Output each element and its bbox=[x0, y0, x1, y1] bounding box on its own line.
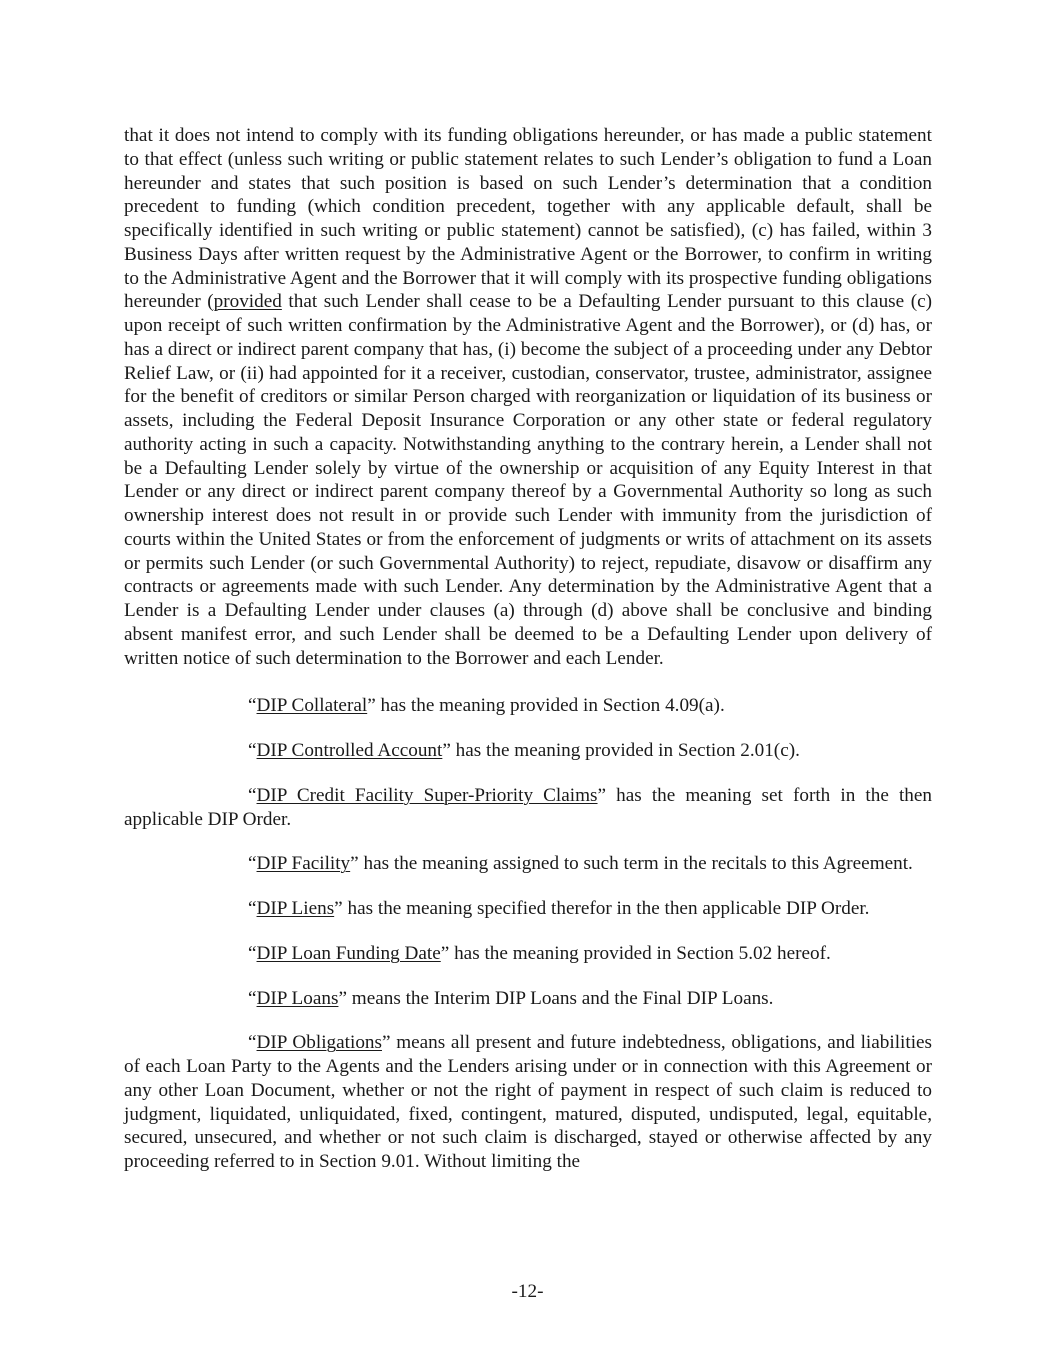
close-quote: ” bbox=[367, 695, 376, 717]
open-quote: “ bbox=[248, 942, 257, 964]
defined-term: DIP Facility bbox=[256, 853, 351, 875]
definition-text: has the meaning set forth in the then applicable DIP Order. bbox=[124, 784, 932, 830]
definition-text: has the meaning provided in Section 4.09(a). bbox=[375, 695, 725, 717]
document-page bbox=[124, 124, 932, 1174]
open-quote: “ bbox=[248, 987, 257, 1009]
definition-text: has the meaning provided in Section 2.01(c). bbox=[450, 740, 800, 761]
open-quote: “ bbox=[248, 695, 257, 717]
defaulting-lender-continuation-paragraph bbox=[124, 124, 932, 670]
close-quote: ” bbox=[440, 942, 450, 964]
definition-dip-loans bbox=[124, 987, 932, 1011]
definition-dip-loan-funding-date bbox=[124, 942, 932, 966]
open-quote: “ bbox=[248, 740, 257, 761]
definition-text: has the meaning specified therefor in the then applicable DIP Order. bbox=[342, 898, 870, 919]
paragraph-text: that such Lender shall cease to be a Defaulting Lender pursuant to this clause (c) upon receipt of such written confirmation by the Administrative Agent and the Borrower), or (d) has, or has a direct or indirect parent company that has, (i) become the subject of a proceeding under any Debtor Relief Law, or (ii) had appointed for it a receiver, custodian, conservator, trustee, administrator, assignee for the benefit of creditors or similar Person charged with reorganization or liquidation of its business or assets, including the Federal Deposit Insurance Corporation or any other state or federal regulatory authority acting in such a capacity. Notwithstanding anything to the contrary herein, a Lender shall not be a Defaulting Lender solely by virtue of the ownership or acquisition of any Equity Interest in that Lender or any direct or indirect parent company thereof by a Governmental Authority so long as such ownership interest does not result in or provide such Lender with immunity from the jurisdiction of courts within the United States or from the enforcement of judgments or writs of attachment on its assets or permits such Lender (or such Governmental Authority) to reject, repudiate, disavow or disaffirm any contracts or agreements made with such Lender. Any determination by the Administrative Agent that a Lender is a Defaulting Lender under clauses (a) through (d) above shall be conclusive and binding absent manifest error, and such Lender shall be deemed to be a Defaulting Lender upon delivery of written notice of such determination to the Borrower and each Lender. bbox=[124, 291, 932, 669]
definition-dip-collateral bbox=[124, 694, 932, 718]
definition-text: has the meaning provided in Section 5.02 hereof. bbox=[449, 942, 831, 964]
defined-term: DIP Liens bbox=[256, 898, 335, 919]
definition-text: means the Interim DIP Loans and the Final DIP Loans. bbox=[346, 987, 774, 1009]
defined-term: DIP Collateral bbox=[256, 695, 368, 717]
close-quote: ” bbox=[381, 1032, 391, 1054]
defined-term: DIP Controlled Account bbox=[256, 740, 443, 761]
open-quote: “ bbox=[248, 853, 257, 875]
definition-dip-controlled-account bbox=[124, 739, 932, 763]
open-quote: “ bbox=[248, 1032, 257, 1054]
definition-dip-facility bbox=[124, 852, 932, 876]
defined-term: DIP Loans bbox=[256, 987, 339, 1009]
definition-dip-liens bbox=[124, 897, 932, 921]
close-quote: ” bbox=[442, 740, 451, 761]
defined-term: DIP Loan Funding Date bbox=[256, 942, 441, 964]
definition-text: means all present and future indebtedness, obligations, and liabilities of each Loan Party to the Agents and the Lenders arising under or in connection with this Agreement or any other Loan Document, whether or not the right of payment in respect of such claim is reduced to judgment, liquidated, unliquidated, fixed, contingent, matured, disputed, undisputed, legal, equitable, secured, unsecured, and whether or not such claim is discharged, stayed or otherwise affected by any proceeding referred to in Section 9.01. Without limiting the bbox=[124, 1032, 933, 1172]
page-number: -12- bbox=[511, 1281, 544, 1302]
close-quote: ” bbox=[334, 898, 343, 919]
close-quote: ” bbox=[350, 853, 359, 875]
paragraph-text: that it does not intend to comply with its funding obligations hereunder, or has made a public statement to that effect (unless such writing or public statement relates to such Lender’s obligation to fund a Loan hereunder and states that such position is based on such Lender’s determination that a condition precedent to funding (which condition precedent, together with any applicable default, shall be specifically identified in such writing or public statement) cannot be satisfied), (c) has failed, within 3 Business Days after written request by the Administrative Agent or the Borrower, to confirm in writing to the Administrative Agent and the Borrower that it will comply with its prospective funding obligations hereunder ( bbox=[124, 125, 932, 313]
definition-dip-credit-facility-super-priority-claims bbox=[124, 784, 932, 832]
close-quote: ” bbox=[338, 987, 347, 1009]
definition-text: has the meaning assigned to such term in the recitals to this Agreement. bbox=[358, 853, 913, 875]
open-quote: “ bbox=[248, 898, 257, 919]
defined-term: DIP Credit Facility Super-Priority Claims bbox=[256, 784, 598, 806]
provided-term: provided bbox=[213, 291, 282, 313]
close-quote: ” bbox=[597, 784, 607, 806]
defined-term: DIP Obligations bbox=[256, 1032, 382, 1054]
definition-dip-obligations bbox=[124, 1031, 932, 1174]
open-quote: “ bbox=[248, 784, 257, 806]
